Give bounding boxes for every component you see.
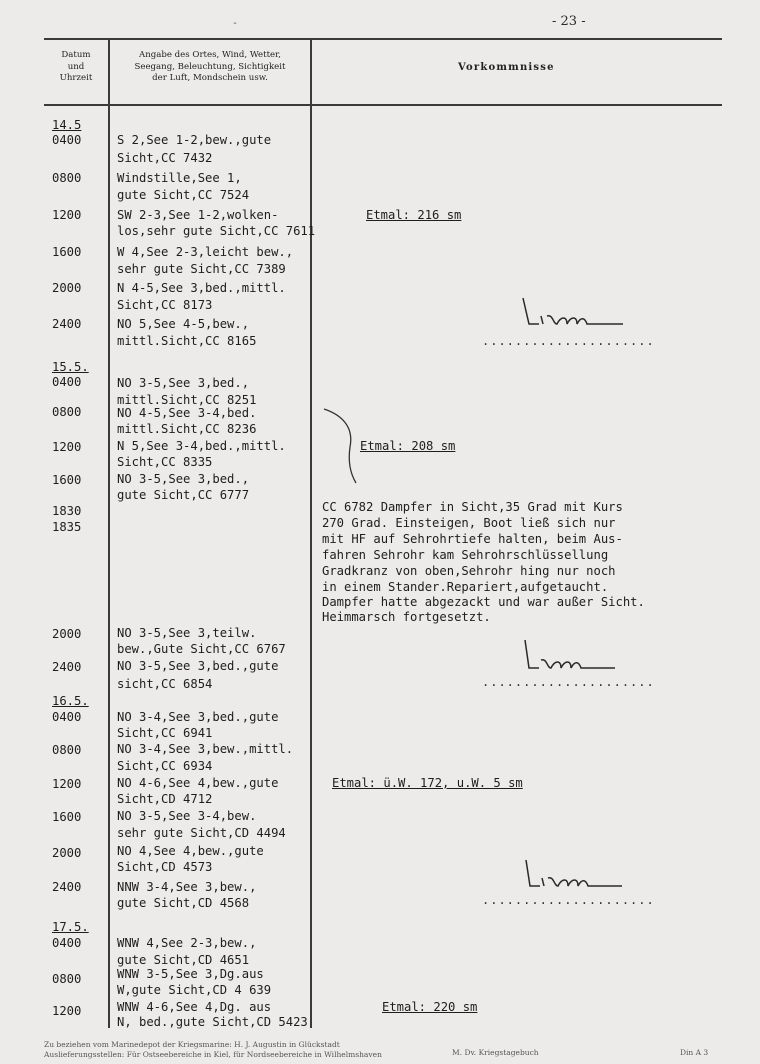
bracket-mark bbox=[320, 405, 360, 485]
etmal-text: Etmal: 208 sm bbox=[360, 439, 456, 453]
date-label: 17.5. bbox=[52, 920, 89, 934]
column-divider-2 bbox=[310, 38, 312, 1028]
header-events: Vorkommnisse bbox=[458, 62, 555, 73]
signature-line: ..................... bbox=[482, 334, 655, 348]
entry-conditions-line: gute Sicht,CD 4568 bbox=[117, 896, 250, 910]
entry-conditions-line: NO 3-5,See 3,teilw. bbox=[117, 626, 257, 640]
event-line: CC 6782 Dampfer in Sicht,35 Grad mit Kurs bbox=[322, 500, 623, 514]
etmal-note bbox=[332, 776, 523, 791]
entry-conditions-line: Sicht,CC 6941 bbox=[117, 726, 213, 740]
entry-time: 1600 bbox=[52, 245, 82, 259]
signature-mark bbox=[507, 634, 627, 680]
entry-conditions-line: Sicht,CC 8173 bbox=[117, 298, 213, 312]
entry-conditions-line: NNW 3-4,See 3,bew., bbox=[117, 880, 257, 894]
entry-time: 0800 bbox=[52, 743, 82, 757]
header-place-line: Seegang, Beleuchtung, Sichtigkeit bbox=[134, 61, 286, 72]
footer-middle: M. Dv. Kriegstagebuch bbox=[452, 1048, 539, 1057]
entry-conditions-line: N 5,See 3-4,bed.,mittl. bbox=[117, 439, 286, 453]
entry-conditions-line: gute Sicht,CD 4651 bbox=[117, 953, 250, 967]
footer-line: Zu beziehen vom Marinedepot der Kriegsmarine: H. J. Augustin in Glückstadt bbox=[44, 1040, 340, 1049]
entry-time: 1200 bbox=[52, 208, 82, 222]
header-date-line: und bbox=[67, 61, 85, 72]
entry-time: 0400 bbox=[52, 936, 82, 950]
entry-conditions-line: NO 4,See 4,bew.,gute bbox=[117, 844, 264, 858]
entry-conditions-line: Windstille,See 1, bbox=[117, 171, 242, 185]
entry-conditions-line: WNW 3-5,See 3,Dg.aus bbox=[117, 967, 264, 981]
entry-time: 2400 bbox=[52, 660, 82, 674]
entry-conditions-line: Sicht,CC 6934 bbox=[117, 759, 213, 773]
etmal-note bbox=[360, 439, 455, 454]
etmal-note bbox=[382, 1000, 477, 1015]
date-label: 15.5. bbox=[52, 360, 89, 374]
header-date-line: Uhrzeit bbox=[59, 73, 93, 83]
entry-conditions-line: NO 3-5,See 3-4,bew. bbox=[117, 809, 257, 823]
entry-conditions-line: W,gute Sicht,CD 4 639 bbox=[117, 983, 272, 997]
entry-time: 1200 bbox=[52, 440, 82, 454]
event-line: mit HF auf Sehrohrtiefe halten, beim Aus- bbox=[322, 532, 623, 546]
entry-time: 1600 bbox=[52, 810, 82, 824]
signature-line: ..................... bbox=[482, 675, 655, 689]
entry-conditions-line: WNW 4-6,See 4,Dg. aus bbox=[117, 1000, 272, 1014]
entry-conditions-line: S 2,See 1-2,bew.,gute bbox=[117, 133, 272, 147]
entry-conditions-line: NO 3-5,See 3,bed.,gute bbox=[117, 659, 279, 673]
entry-time: 1200 bbox=[52, 777, 82, 791]
header-place-line: Angabe des Ortes, Wind, Wetter, bbox=[138, 50, 281, 60]
entry-time: 0400 bbox=[52, 133, 82, 147]
entry-conditions-line: gute Sicht,CC 7524 bbox=[117, 188, 250, 202]
entry-time: 2000 bbox=[52, 846, 82, 860]
date-label: 16.5. bbox=[52, 694, 89, 708]
entry-conditions-line: NO 3-4,See 3,bed.,gute bbox=[117, 710, 279, 724]
event-line: Gradkranz von oben,Sehrohr hing nur noch bbox=[322, 564, 616, 578]
entry-conditions-line: sicht,CC 6854 bbox=[117, 677, 213, 691]
entry-conditions-line: SW 2-3,See 1-2,wolken- bbox=[117, 208, 279, 222]
header-bottom-rule bbox=[44, 104, 722, 106]
table-top-rule bbox=[44, 38, 722, 40]
page-number: - 23 - bbox=[552, 14, 586, 29]
etmal-text: Etmal: 216 sm bbox=[366, 208, 462, 222]
entry-time: 1835 bbox=[52, 520, 82, 534]
header-date-line: Datum bbox=[61, 50, 91, 60]
top-mark: - bbox=[232, 18, 239, 29]
signature-mark bbox=[506, 854, 631, 898]
header-place bbox=[110, 50, 310, 85]
header-place-line: der Luft, Mondschein usw. bbox=[152, 73, 268, 83]
entry-time: 1200 bbox=[52, 1004, 82, 1018]
entry-time: 0400 bbox=[52, 710, 82, 724]
entry-conditions-line: Sicht,CC 8335 bbox=[117, 455, 213, 469]
entry-conditions-line: NO 3-5,See 3,bed., bbox=[117, 376, 250, 390]
entry-time: 0400 bbox=[52, 375, 82, 389]
footer-line: Auslieferungsstellen: Für Ostseebereiche in Kiel, für Nordseebereiche in Wilhelmshaven bbox=[44, 1050, 382, 1059]
event-line: in einem Stander.Repariert,aufgetaucht. bbox=[322, 580, 609, 594]
header-date bbox=[44, 50, 108, 85]
entry-conditions-line: WNW 4,See 2-3,bew., bbox=[117, 936, 257, 950]
entry-time: 2000 bbox=[52, 627, 82, 641]
entry-time: 0800 bbox=[52, 405, 82, 419]
event-line: 270 Grad. Einsteigen, Boot ließ sich nur bbox=[322, 516, 616, 530]
etmal-note bbox=[366, 208, 461, 223]
entry-conditions-line: sehr gute Sicht,CC 7389 bbox=[117, 262, 286, 276]
entry-time: 1830 bbox=[52, 504, 82, 518]
entry-conditions-line: Sicht,CC 7432 bbox=[117, 151, 213, 165]
entry-time: 2400 bbox=[52, 880, 82, 894]
entry-conditions-line: sehr gute Sicht,CD 4494 bbox=[117, 826, 286, 840]
entry-conditions-line: NO 3-4,See 3,bew.,mittl. bbox=[117, 742, 294, 756]
column-divider-1 bbox=[108, 38, 110, 1028]
event-line: fahren Sehrohr kam Sehrohrschlüssellung bbox=[322, 548, 609, 562]
entry-conditions-line: mittl.Sicht,CC 8165 bbox=[117, 334, 257, 348]
entry-time: 0800 bbox=[52, 171, 82, 185]
entry-conditions-line: mittl.Sicht,CC 8251 bbox=[117, 393, 257, 407]
footer-left bbox=[44, 1040, 382, 1060]
entry-time: 0800 bbox=[52, 972, 82, 986]
entry-conditions-line: bew.,Gute Sicht,CC 6767 bbox=[117, 642, 286, 656]
entry-conditions-line: NO 3-5,See 3,bed., bbox=[117, 472, 250, 486]
etmal-text: Etmal: 220 sm bbox=[382, 1000, 478, 1014]
date-label: 14.5 bbox=[52, 118, 82, 132]
footer-right: Din A 3 bbox=[680, 1048, 709, 1057]
event-line: Heimmarsch fortgesetzt. bbox=[322, 610, 491, 624]
event-line: Dampfer hatte abgezackt und war außer Sicht. bbox=[322, 595, 645, 609]
entry-conditions-line: W 4,See 2-3,leicht bew., bbox=[117, 245, 294, 259]
entry-conditions-line: Sicht,CD 4573 bbox=[117, 860, 213, 874]
entry-conditions-line: mittl.Sicht,CC 8236 bbox=[117, 422, 257, 436]
entry-time: 2000 bbox=[52, 281, 82, 295]
entry-conditions-line: NO 4-6,See 4,bew.,gute bbox=[117, 776, 279, 790]
entry-conditions-line: N, bed.,gute Sicht,CD 5423 bbox=[117, 1015, 308, 1029]
entry-conditions-line: NO 4-5,See 3-4,bed. bbox=[117, 406, 257, 420]
signature-line: ..................... bbox=[482, 893, 655, 907]
entry-conditions-line: N 4-5,See 3,bed.,mittl. bbox=[117, 281, 286, 295]
etmal-text: Etmal: ü.W. 172, u.W. 5 sm bbox=[332, 776, 523, 790]
entry-conditions-line: NO 5,See 4-5,bew., bbox=[117, 317, 250, 331]
entry-conditions-line: los,sehr gute Sicht,CC 7611 bbox=[117, 224, 316, 238]
entry-time: 1600 bbox=[52, 473, 82, 487]
entry-time: 2400 bbox=[52, 317, 82, 331]
entry-conditions-line: Sicht,CD 4712 bbox=[117, 792, 213, 806]
entry-conditions-line: gute Sicht,CC 6777 bbox=[117, 488, 250, 502]
